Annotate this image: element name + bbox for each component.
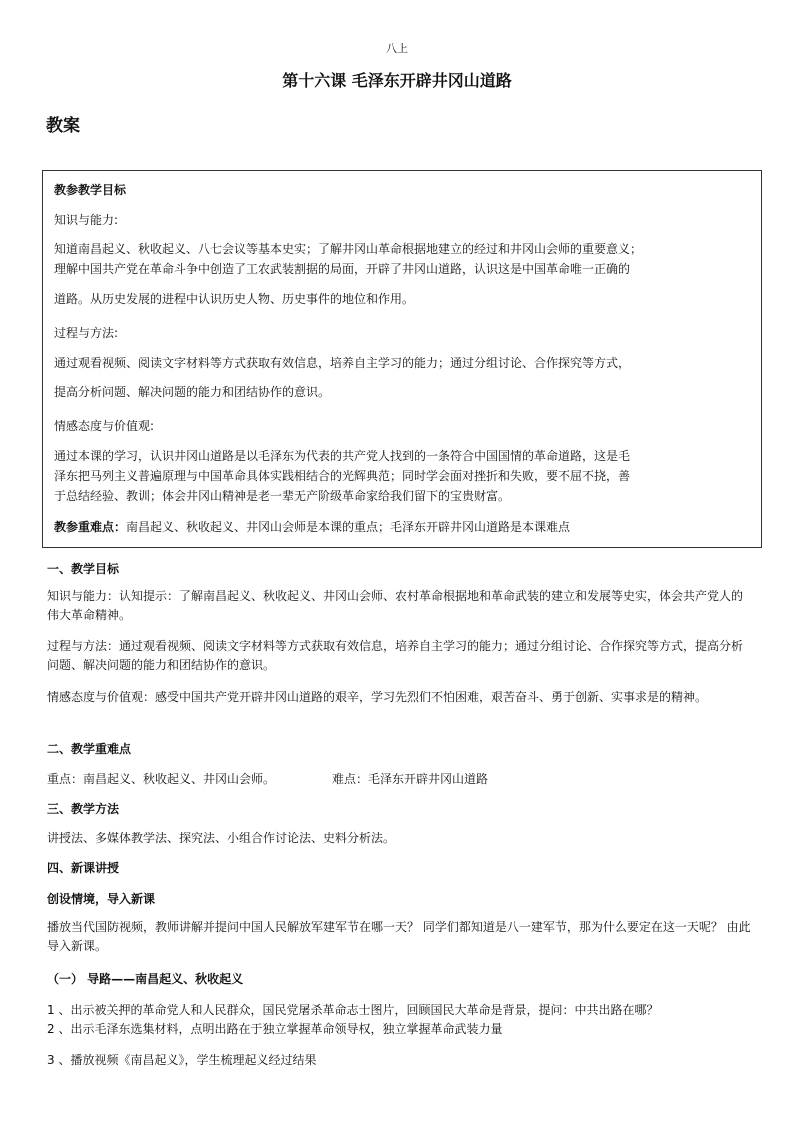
- emotion-line: 于总结经验、教训；体会井冈山精神是老一辈无产阶级革命家给我们留下的宝贵财富。: [54, 489, 511, 503]
- section-heading: 一、教学目标: [47, 562, 120, 576]
- section-heading: 三、教学方法: [47, 802, 120, 816]
- key-points-label: 教参重难点：: [54, 520, 127, 534]
- reference-objectives-box: [42, 170, 762, 548]
- knowledge-line: 道路。从历史发展的进程中认识历史人物、历史事件的地位和作用。: [54, 292, 415, 306]
- knowledge-line: 知道南昌起义、秋收起义、八七会议等基本史实；了解井冈山革命根据地建立的经过和井冈山会师的重要意义；: [54, 242, 643, 256]
- knowledge-label: 知识与能力:: [54, 213, 119, 227]
- key-points-text: 南昌起义、秋收起义、井冈山会师是本课的重点；毛泽东开辟井冈山道路是本课难点: [126, 520, 571, 534]
- process-line: 提高分析问题、解决问题的能力和团结协作的意识。: [54, 385, 331, 399]
- header-tag: 八上: [386, 42, 408, 55]
- emotion-line: 泽东把马列主义普遍原理与中国革命具体实践相结合的光辉典范；同时学会面对挫折和失败，要不屈不挠，善: [54, 469, 631, 483]
- objective-knowledge: 知识与能力：认知提示：了解南昌起义、秋收起义、井冈山会师、农村革命根据地和革命武装的建立和发展等史实，体会共产党人的伟大革命精神。: [47, 589, 744, 622]
- teaching-methods: 讲授法、多媒体教学法、探究法、小组合作讨论法、史料分析法。: [47, 831, 396, 845]
- emotion-line: 通过本课的学习，认识井冈山道路是以毛泽东为代表的共产党人找到的一条符合中国国情的革命道路，这是毛: [54, 449, 631, 463]
- document-subtitle: 教案: [46, 116, 80, 136]
- document-title: 第十六课 毛泽东开辟井冈山道路: [282, 71, 512, 90]
- list-item: 2 、出示毛泽东选集材料，点明出路在于独立掌握革命领导权，独立掌握革命武装力量: [47, 1022, 503, 1036]
- objective-process: 过程与方法：通过观看视频、阅读文字材料等方式获取有效信息，培养自主学习的能力；通过分组讨论、合作探究等方式，提高分析问题、解决问题的能力和团结协作的意识。: [47, 639, 744, 672]
- knowledge-line: 理解中国共产党在革命斗争中创造了工农武装割据的局面，开辟了井冈山道路，认识这是中国革命唯一正确的: [54, 262, 631, 276]
- process-label: 过程与方法:: [54, 326, 119, 340]
- process-line: 通过观看视频、阅读文字材料等方式获取有效信息，培养自主学习的能力；通过分组讨论、合作探究等方式，: [54, 356, 631, 370]
- box-heading: 教参教学目标: [54, 183, 127, 197]
- lesson-intro: 播放当代国防视频，教师讲解并提问中国人民解放军建军节在哪一天？ 同学们都知道是八一建军节，那为什么要定在这一天呢？ 由此导入新课。: [47, 920, 751, 953]
- difficult-point: 难点：毛泽东开辟井冈山道路: [332, 772, 489, 786]
- section-heading: 二、教学重难点: [47, 742, 132, 756]
- part-heading: （一） 导路——南昌起义、秋收起义: [47, 972, 244, 986]
- objective-emotion: 情感态度与价值观：感受中国共产党开辟井冈山道路的艰辛，学习先烈们不怕困难，艰苦奋斗、勇于创新、实事求是的精神。: [47, 690, 708, 704]
- list-item: 1 、出示被关押的革命党人和人民群众，国民党屠杀革命志士图片，回顾国民大革命是背景，提问：中共出路在哪？: [47, 1003, 659, 1017]
- section-heading: 四、新课讲授: [47, 861, 120, 875]
- key-point: 重点：南昌起义、秋收起义、井冈山会师。: [47, 772, 276, 786]
- emotion-label: 情感态度与价值观:: [54, 419, 155, 433]
- subsection-heading: 创设情境，导入新课: [47, 892, 156, 906]
- list-item: 3 、播放视频《南昌起义》，学生梳理起义经过结果: [47, 1053, 317, 1067]
- key-points-line: [54, 518, 570, 535]
